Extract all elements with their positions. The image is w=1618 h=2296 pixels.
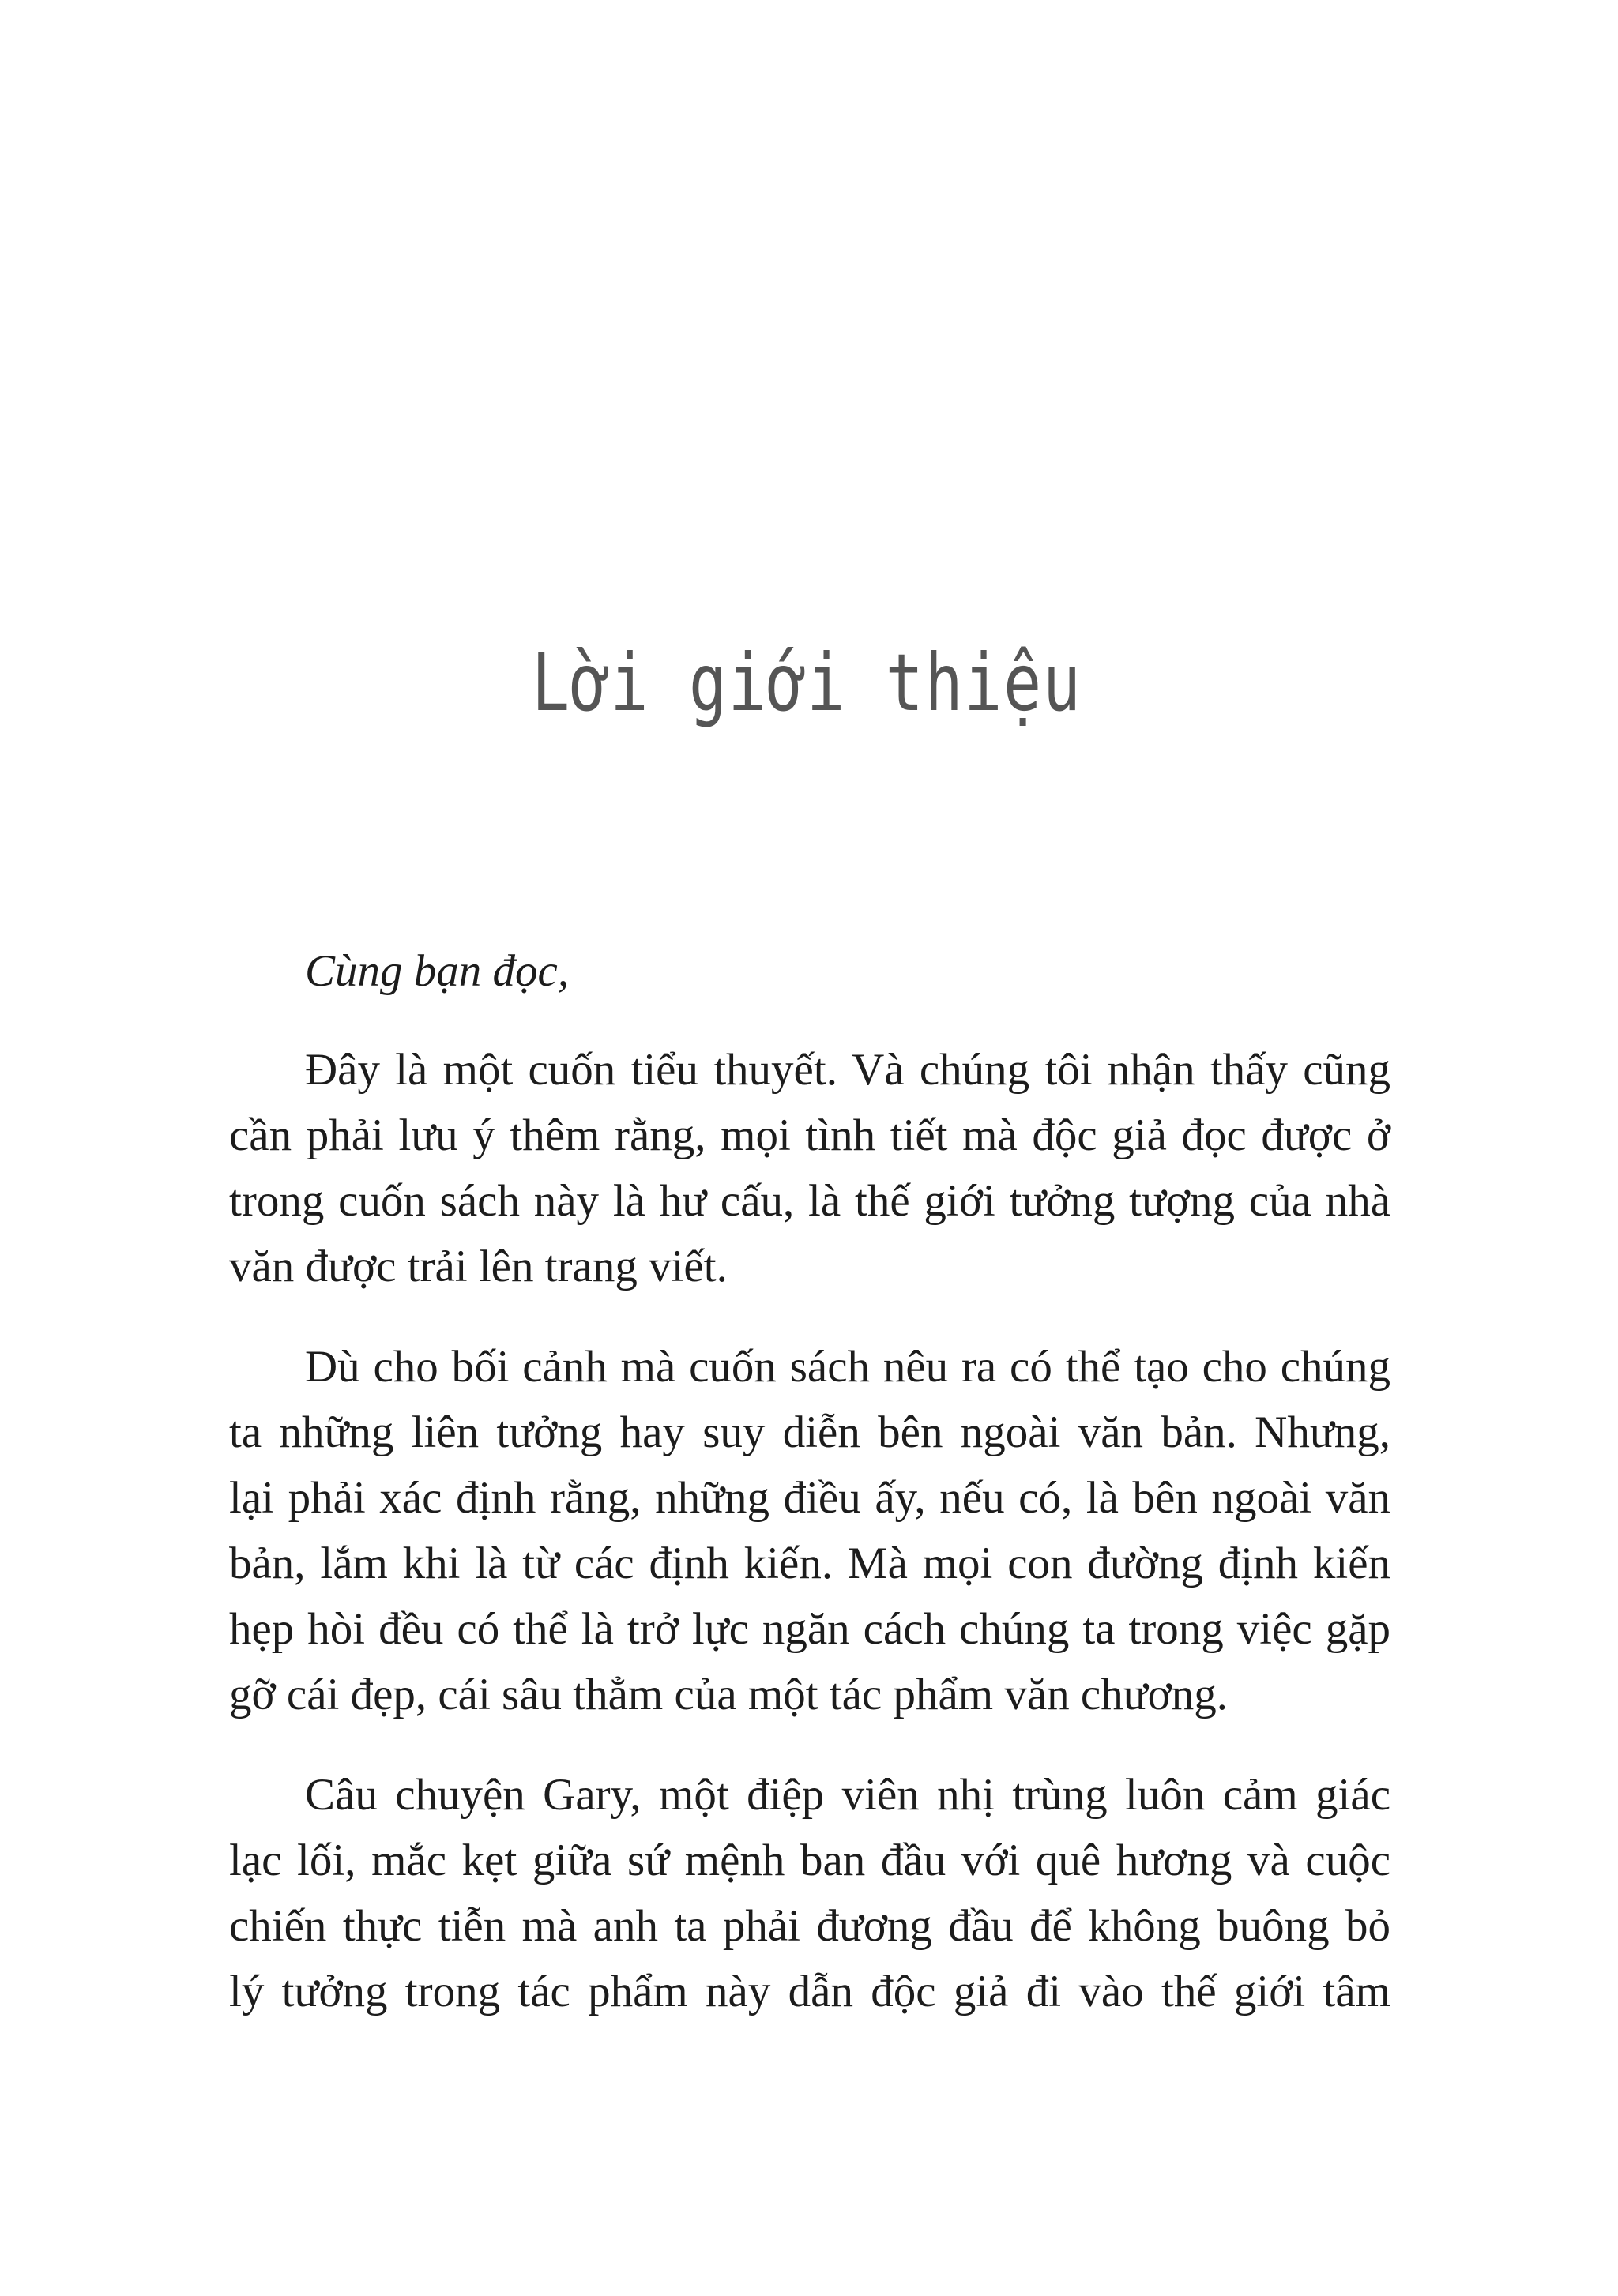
text-line: hẹp hòi đều có thể là trở lực ngăn cách chúng ta trong việc gặp (229, 1604, 1390, 1654)
text-line: Đây là một cuốn tiểu thuyết. Và chúng tôi nhận thấy cũng (305, 1045, 1390, 1095)
text-line: lý tưởng trong tác phẩm này dẫn độc giả đi vào thế giới tâm (229, 1967, 1390, 2016)
text-line: Dù cho bối cảnh mà cuốn sách nêu ra có thể tạo cho chúng (305, 1342, 1390, 1392)
text-line: Câu chuyện Gary, một điệp viên nhị trùng luôn cảm giác (305, 1770, 1390, 1820)
salutation: Cùng bạn đọc, (305, 946, 570, 996)
chapter-title: Lời giới thiệu (531, 637, 1082, 729)
text-line: cần phải lưu ý thêm rằng, mọi tình tiết mà độc giả đọc được ở (229, 1110, 1390, 1160)
paragraph-3 (229, 1762, 1390, 2024)
text-line: ta những liên tưởng hay suy diễn bên ngoài văn bản. Nhưng, (229, 1407, 1390, 1457)
body-text (229, 938, 1390, 2059)
text-line: lại phải xác định rằng, những điều ấy, nếu có, là bên ngoài văn (229, 1473, 1390, 1523)
text-line: chiến thực tiễn mà anh ta phải đương đầu để không buông bỏ (229, 1901, 1390, 1951)
text-line: trong cuốn sách này là hư cấu, là thế giới tưởng tượng của nhà (229, 1176, 1390, 1226)
text-line: bản, lắm khi là từ các định kiến. Mà mọi con đường định kiến (229, 1539, 1390, 1588)
paragraph-2 (229, 1334, 1390, 1727)
text-line: gỡ cái đẹp, cái sâu thẳm của một tác phẩm văn chương. (229, 1670, 1228, 1719)
paragraph-1 (229, 1037, 1390, 1299)
text-line: văn được trải lên trang viết. (229, 1242, 728, 1291)
text-line: lạc lối, mắc kẹt giữa sứ mệnh ban đầu với quê hương và cuộc (229, 1836, 1390, 1885)
